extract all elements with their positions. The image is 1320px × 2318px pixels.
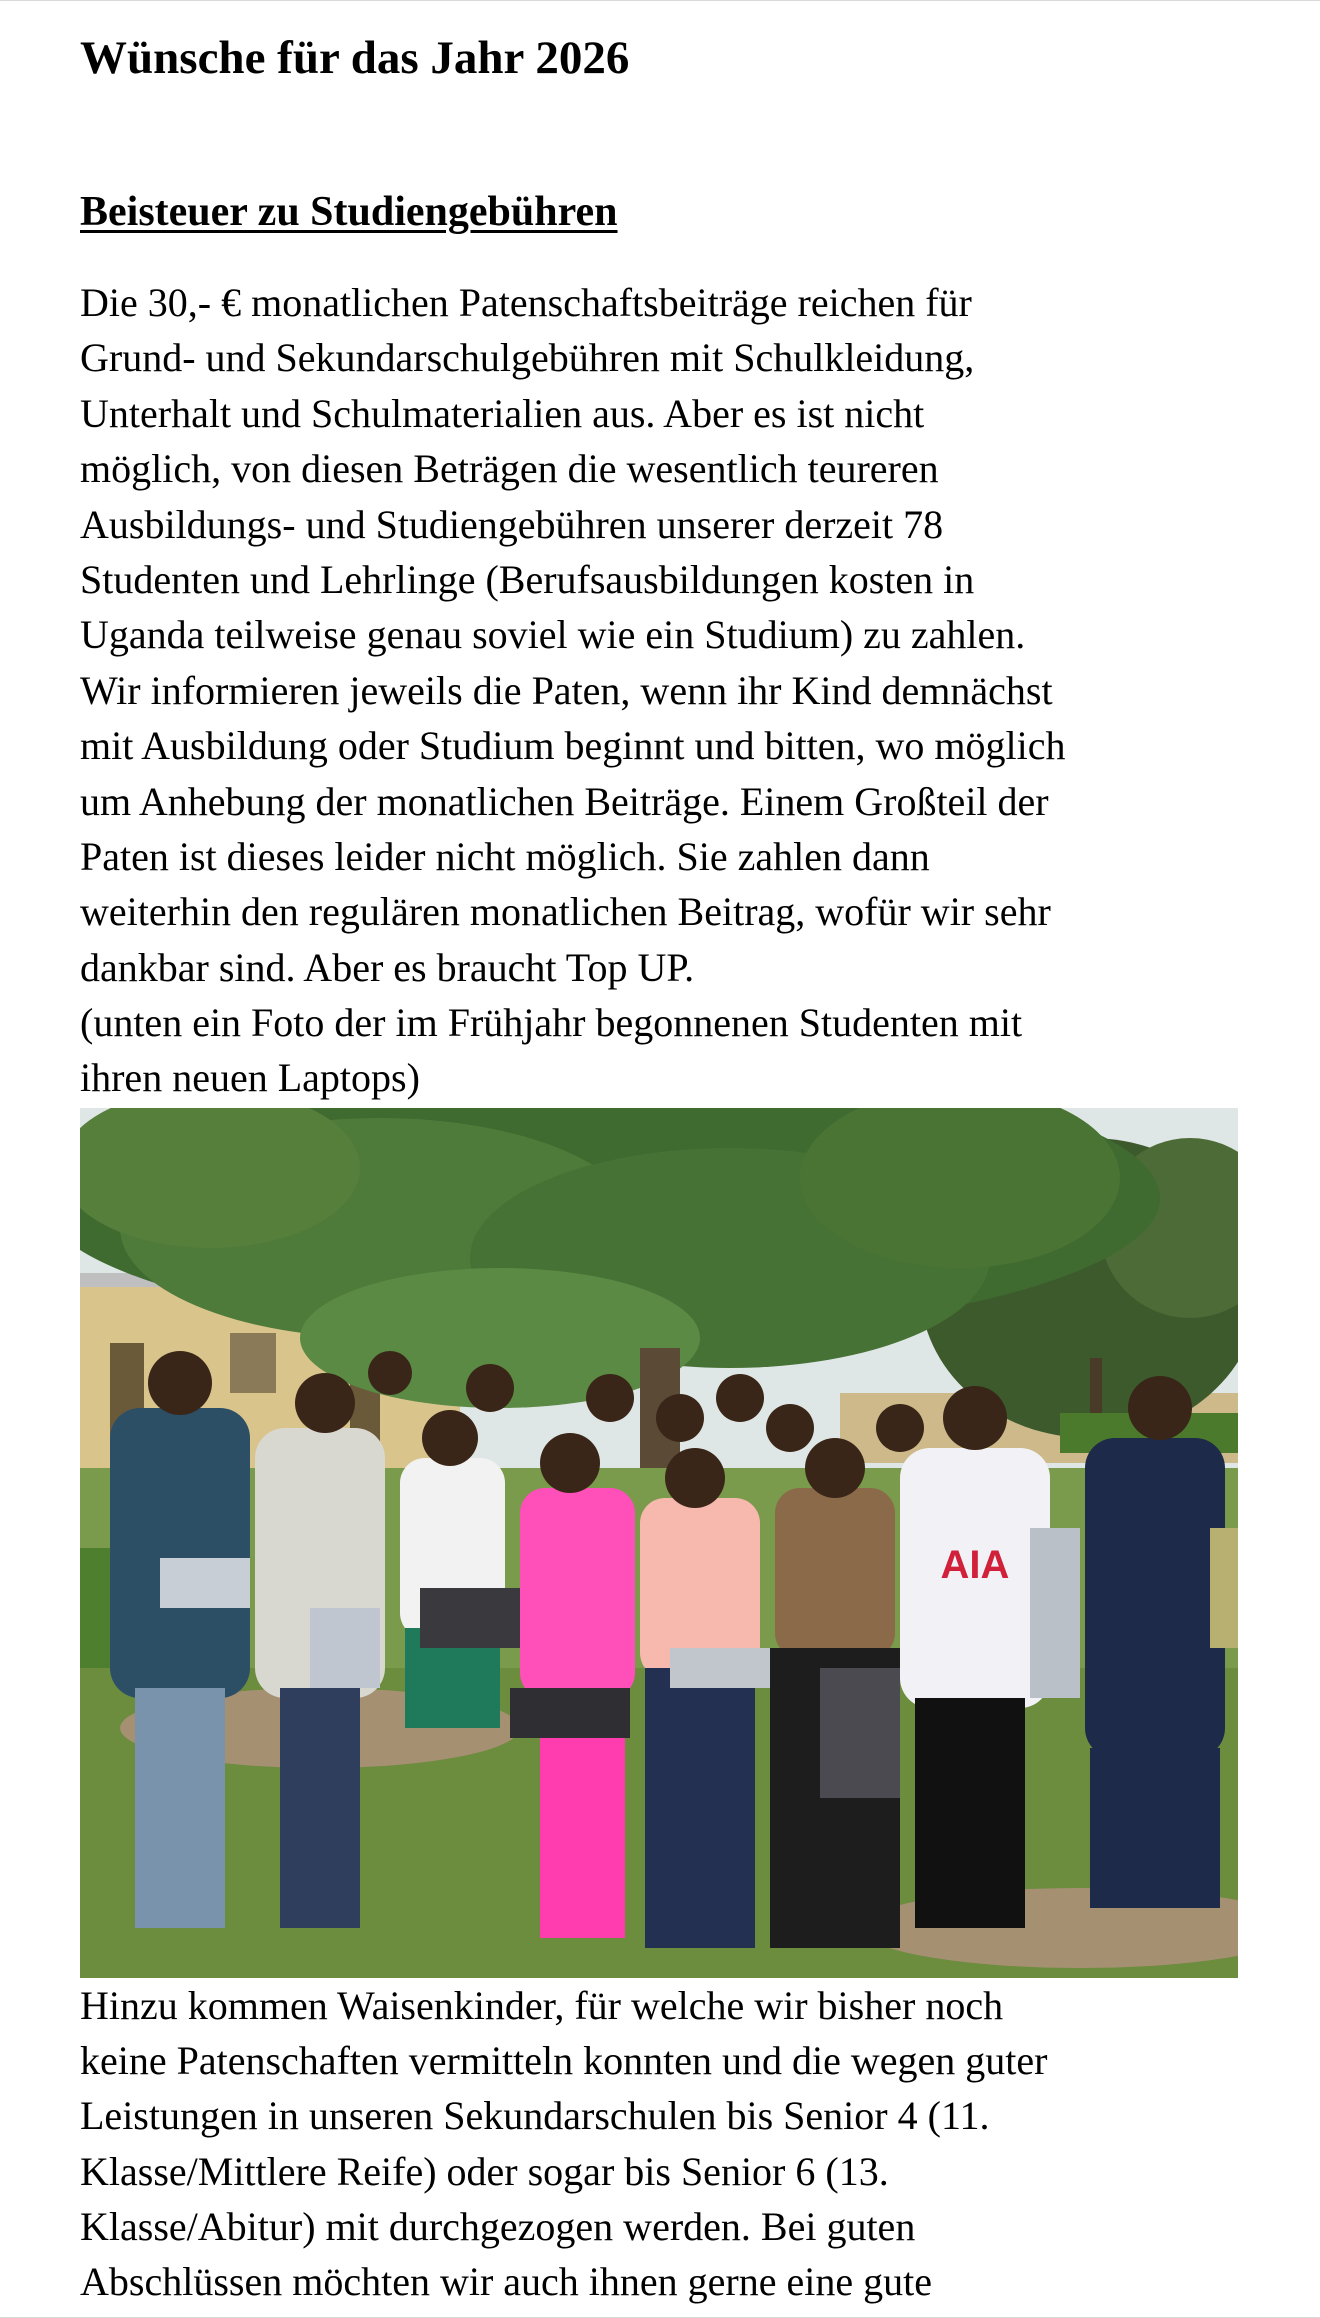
top-divider [0, 0, 1320, 1]
section-heading: Beisteuer zu Studiengebühren [80, 189, 618, 235]
text-line: Abschlüssen möchten wir auch ihnen gerne eine gute [80, 2258, 932, 2304]
text-line: Ausbildungs- und Studiengebühren unserer derzeit 78 [80, 501, 944, 547]
text-line: Paten ist dieses leider nicht möglich. Sie zahlen dann [80, 833, 930, 879]
text-line: Klasse/Mittlere Reife) oder sogar bis Senior 6 (13. [80, 2148, 889, 2194]
text-line: Grund- und Sekundarschulgebühren mit Schulkleidung, [80, 335, 975, 381]
text-line: möglich, von diesen Beträgen die wesentlich teureren [80, 446, 939, 492]
text-line: dankbar sind. Aber es braucht Top UP. [80, 944, 695, 990]
text-line: keine Patenschaften vermitteln konnten und die wegen guter [80, 2038, 1048, 2084]
paragraph-orphans [80, 1978, 1240, 2309]
text-line: (unten ein Foto der im Frühjahr begonnenen Studenten mit [80, 1000, 1023, 1046]
text-line: ihren neuen Laptops) [80, 1055, 420, 1101]
text-line: Uganda teilweise genau soviel wie ein Studium) zu zahlen. [80, 612, 1026, 658]
text-line: weiterhin den regulären monatlichen Beitrag, wofür wir sehr [80, 889, 1051, 935]
text-line: Leistungen in unseren Sekundarschulen bis Senior 4 (11. [80, 2093, 990, 2139]
text-line: um Anhebung der monatlichen Beiträge. Einem Großteil der [80, 778, 1049, 824]
jersey-text: AIA [940, 1543, 1010, 1587]
text-line: Studenten und Lehrlinge (Berufsausbildungen kosten in [80, 556, 975, 602]
text-line: Wir informieren jeweils die Paten, wenn ihr Kind demnächst [80, 667, 1053, 713]
text-line: Die 30,- € monatlichen Patenschaftsbeiträge reichen für [80, 280, 972, 325]
text-line: Klasse/Abitur) mit durchgezogen werden. Bei guten [80, 2203, 916, 2249]
group-photo [80, 1108, 1238, 1978]
text-line: Hinzu kommen Waisenkinder, für welche wir bisher noch [80, 1983, 1004, 2028]
photo-illustration [80, 1108, 1238, 1978]
text-line: mit Ausbildung oder Studium beginnt und bitten, wo möglich [80, 723, 1066, 769]
page-title: Wünsche für das Jahr 2026 [80, 32, 630, 84]
paragraph-tuition [80, 275, 1240, 1106]
text-line: Unterhalt und Schulmaterialien aus. Aber es ist nicht [80, 390, 925, 436]
